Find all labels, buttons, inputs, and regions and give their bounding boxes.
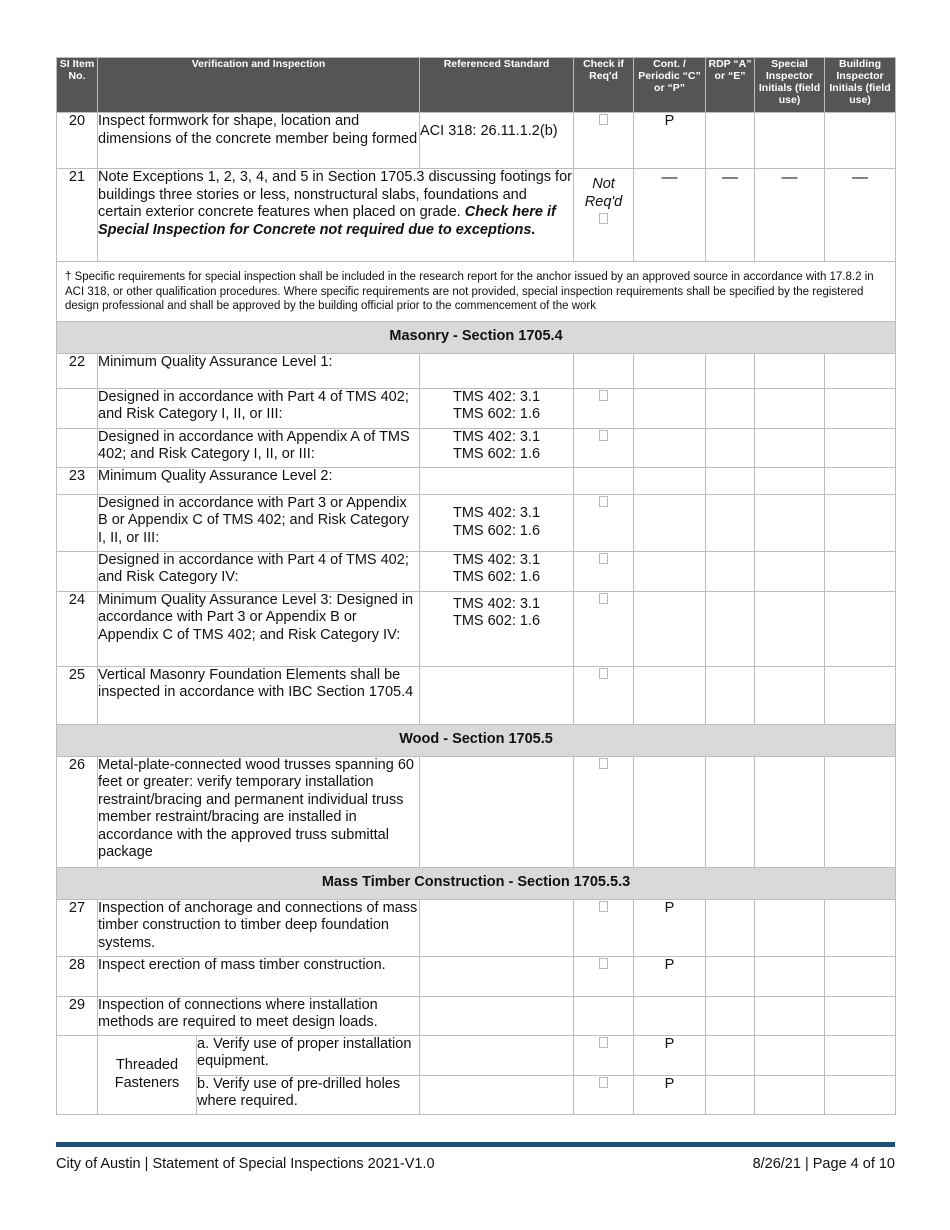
checkbox[interactable] — [599, 114, 608, 125]
table-row — [57, 666, 896, 724]
check-cell[interactable] — [574, 113, 634, 169]
table-header — [57, 58, 896, 113]
item-description: b. Verify use of pre-drilled holes where required. — [197, 1075, 420, 1114]
dash-cell: — — [825, 169, 896, 262]
item-number: 28 — [57, 956, 98, 996]
rdp-cell[interactable] — [706, 1035, 755, 1075]
check-cell[interactable] — [574, 899, 634, 956]
check-cell[interactable] — [574, 666, 634, 724]
referenced-standard — [420, 591, 574, 666]
col-verification-header: Verification and Inspection — [98, 58, 420, 113]
cont-periodic: P — [634, 956, 706, 996]
special-initials-cell[interactable] — [755, 428, 825, 467]
not-required-label: Not Req'd — [584, 176, 623, 210]
building-initials-cell[interactable] — [825, 388, 896, 428]
std-line: TMS 402: 3.1 — [452, 595, 541, 612]
check-cell[interactable] — [574, 756, 634, 867]
building-initials-cell[interactable] — [825, 1035, 896, 1075]
special-initials-cell[interactable] — [755, 1035, 825, 1075]
building-initials-cell[interactable] — [825, 1075, 896, 1114]
item-description: Metal-plate-connected wood trusses spanning 60 feet or greater: verify temporary installation restraint/bracing and permanent individual truss member restraint/bracing are installed in accordance with the approved truss submittal package — [98, 756, 420, 867]
special-initials-cell[interactable] — [755, 956, 825, 996]
cont-periodic-cell[interactable] — [634, 756, 706, 867]
item-description — [98, 169, 574, 262]
section-header — [57, 867, 896, 899]
rdp-cell[interactable] — [706, 666, 755, 724]
building-initials-cell[interactable] — [825, 591, 896, 666]
item-description: a. Verify use of proper installation equipment. — [197, 1035, 420, 1075]
referenced-standard — [420, 428, 574, 467]
special-initials-cell[interactable] — [755, 666, 825, 724]
std-line: TMS 602: 1.6 — [452, 522, 541, 539]
std-line: TMS 602: 1.6 — [452, 613, 541, 629]
check-cell[interactable] — [574, 956, 634, 996]
item-number: 29 — [57, 996, 98, 1035]
building-initials-cell[interactable] — [825, 956, 896, 996]
check-cell[interactable] — [574, 1035, 634, 1075]
table-row — [57, 551, 896, 591]
footer-document-title: City of Austin | Statement of Special Inspections 2021-V1.0 — [56, 1156, 435, 1172]
checkbox[interactable] — [599, 901, 608, 912]
item-description: Minimum Quality Assurance Level 2: — [98, 467, 420, 494]
section-header — [57, 724, 896, 756]
rdp-cell[interactable] — [706, 388, 755, 428]
check-cell[interactable] — [574, 1075, 634, 1114]
std-line: TMS 402: 3.1 — [452, 551, 541, 568]
item-description: Vertical Masonry Foundation Elements shall be inspected in accordance with IBC Section 1705.4 — [98, 666, 420, 724]
checkbox[interactable] — [599, 430, 608, 441]
dash-cell: — — [755, 169, 825, 262]
table-row — [57, 388, 896, 428]
item-description: Minimum Quality Assurance Level 3: Designed in accordance with Part 3 or Appendix B or Appendix C of TMS 402; and Risk Category IV: — [98, 591, 420, 666]
col-item-header: SI Item No. — [57, 58, 98, 113]
item-number: 27 — [57, 899, 98, 956]
building-initials-cell[interactable] — [825, 756, 896, 867]
exception-check-text: Check here if Special Inspection for Concrete not required due to exceptions. — [98, 204, 556, 238]
referenced-standard — [420, 388, 574, 428]
section-mass-timber: Mass Timber Construction - Section 1705.5.3 — [57, 867, 896, 899]
std-line: TMS 602: 1.6 — [452, 446, 541, 462]
table-row — [57, 756, 896, 867]
special-initials-cell[interactable] — [755, 899, 825, 956]
cont-periodic: P — [634, 899, 706, 956]
cont-periodic: P — [634, 113, 706, 169]
check-cell[interactable] — [574, 591, 634, 666]
cont-periodic-cell[interactable] — [634, 494, 706, 551]
item-description: Inspection of connections where installation methods are required to meet design loads. — [98, 996, 420, 1035]
col-rdp-header: RDP “A” or “E” — [706, 58, 755, 113]
anchor-footnote: † Specific requirements for special inspection shall be included in the research report for the anchor issued by an approved source in accordance with 17.8.2 in ACI 318, or other qualification procedures. Where specific requirements are not provided, special inspection requirements shall be specified by the registered design professional and shall be approved by the building official prior to the commencement of the work — [57, 262, 896, 322]
section-wood: Wood - Section 1705.5 — [57, 724, 896, 756]
special-initials-cell[interactable] — [755, 1075, 825, 1114]
std-line: TMS 602: 1.6 — [452, 406, 541, 422]
checkbox[interactable] — [599, 758, 608, 769]
rdp-cell[interactable] — [706, 956, 755, 996]
checkbox[interactable] — [599, 593, 608, 604]
building-initials-cell[interactable] — [825, 494, 896, 551]
table-row — [57, 169, 896, 262]
cont-periodic-cell[interactable] — [634, 666, 706, 724]
rdp-cell[interactable] — [706, 899, 755, 956]
check-cell[interactable] — [574, 428, 634, 467]
std-line: TMS 402: 3.1 — [452, 505, 541, 521]
referenced-standard: ACI 318: 26.11.1.2(b) — [420, 113, 574, 169]
rdp-cell[interactable] — [706, 591, 755, 666]
footer-rule — [56, 1142, 895, 1147]
table-row — [57, 899, 896, 956]
rdp-cell[interactable] — [706, 1075, 755, 1114]
cont-periodic-cell[interactable] — [634, 551, 706, 591]
section-masonry: Masonry - Section 1705.4 — [57, 321, 896, 353]
footer-page-info: 8/26/21 | Page 4 of 10 — [752, 1156, 895, 1172]
table-row — [57, 591, 896, 666]
cont-periodic-cell[interactable] — [634, 591, 706, 666]
item-description: Inspect formwork for shape, location and dimensions of the concrete member being formed — [98, 113, 420, 169]
threaded-fasteners-label: Threaded Fasteners — [98, 1035, 197, 1114]
table-row — [57, 467, 896, 494]
table-row — [57, 996, 896, 1035]
special-initials-cell[interactable] — [755, 113, 825, 169]
table-row — [57, 956, 896, 996]
col-check-header: Check if Req'd — [574, 58, 634, 113]
referenced-standard — [420, 494, 574, 551]
check-cell[interactable] — [574, 494, 634, 551]
item-number: 25 — [57, 666, 98, 724]
rdp-cell[interactable] — [706, 428, 755, 467]
special-initials-cell[interactable] — [755, 551, 825, 591]
table-row — [57, 113, 896, 169]
building-initials-cell[interactable] — [825, 428, 896, 467]
col-cont-header: Cont. / Periodic “C” or “P” — [634, 58, 706, 113]
check-cell[interactable] — [574, 388, 634, 428]
building-initials-cell[interactable] — [825, 551, 896, 591]
rdp-cell[interactable] — [706, 551, 755, 591]
col-building-header: Building Inspector Initials (field use) — [825, 58, 896, 113]
col-standard-header: Referenced Standard — [420, 58, 574, 113]
checkbox[interactable] — [599, 1077, 608, 1088]
checkbox[interactable] — [599, 553, 608, 564]
cont-periodic-cell[interactable] — [634, 428, 706, 467]
special-initials-cell[interactable] — [755, 494, 825, 551]
check-cell[interactable] — [574, 551, 634, 591]
special-initials-cell[interactable] — [755, 591, 825, 666]
cont-periodic: P — [634, 1075, 706, 1114]
special-initials-cell[interactable] — [755, 388, 825, 428]
std-line: TMS 402: 3.1 — [452, 388, 541, 405]
std-line: TMS 402: 3.1 — [452, 428, 541, 445]
table-row — [57, 428, 896, 467]
item-description: Inspection of anchorage and connections of mass timber construction to timber deep foundation systems. — [98, 899, 420, 956]
table-row — [57, 494, 896, 551]
item-description: Designed in accordance with Part 4 of TMS 402; and Risk Category IV: — [98, 551, 420, 591]
rdp-cell[interactable] — [706, 756, 755, 867]
exception-note-text: Note Exceptions 1, 2, 3, 4, and 5 in Section 1705.3 discussing footings for buildings three stories or less, nonstructural slabs, foundations and certain exterior concrete features when placed on grade. — [98, 169, 572, 220]
building-initials-cell[interactable] — [825, 113, 896, 169]
item-description: Designed in accordance with Part 4 of TMS 402; and Risk Category I, II, or III: — [98, 388, 420, 428]
item-number: 24 — [57, 591, 98, 666]
item-number: 23 — [57, 467, 98, 494]
std-line: TMS 602: 1.6 — [452, 569, 541, 585]
item-number: 22 — [57, 353, 98, 388]
table-row — [57, 1035, 896, 1075]
rdp-cell[interactable] — [706, 113, 755, 169]
inspection-table — [56, 57, 896, 1115]
checkbox[interactable] — [599, 958, 608, 969]
item-description: Designed in accordance with Appendix A of TMS 402; and Risk Category I, II, or III: — [98, 428, 420, 467]
building-initials-cell[interactable] — [825, 899, 896, 956]
col-special-header: Special Inspector Initials (field use) — [755, 58, 825, 113]
special-initials-cell[interactable] — [755, 756, 825, 867]
building-initials-cell[interactable] — [825, 666, 896, 724]
item-number: 21 — [57, 169, 98, 262]
footnote-row — [57, 262, 896, 322]
checkbox[interactable] — [599, 1037, 608, 1048]
item-description: Designed in accordance with Part 3 or Appendix B or Appendix C of TMS 402; and Risk Category I, II, or III: — [98, 494, 420, 551]
dash-cell: — — [706, 169, 755, 262]
checkbox[interactable] — [599, 390, 608, 401]
item-number: 26 — [57, 756, 98, 867]
item-number: 20 — [57, 113, 98, 169]
checkbox[interactable] — [599, 213, 608, 224]
item-description: Inspect erection of mass timber construction. — [98, 956, 420, 996]
checkbox[interactable] — [599, 668, 608, 679]
item-description: Minimum Quality Assurance Level 1: — [98, 353, 420, 388]
table-row — [57, 353, 896, 388]
checkbox[interactable] — [599, 496, 608, 507]
cont-periodic-cell[interactable] — [634, 388, 706, 428]
referenced-standard — [420, 551, 574, 591]
cont-periodic: P — [634, 1035, 706, 1075]
section-header — [57, 321, 896, 353]
rdp-cell[interactable] — [706, 494, 755, 551]
dash-cell: — — [634, 169, 706, 262]
check-cell[interactable] — [574, 169, 634, 262]
